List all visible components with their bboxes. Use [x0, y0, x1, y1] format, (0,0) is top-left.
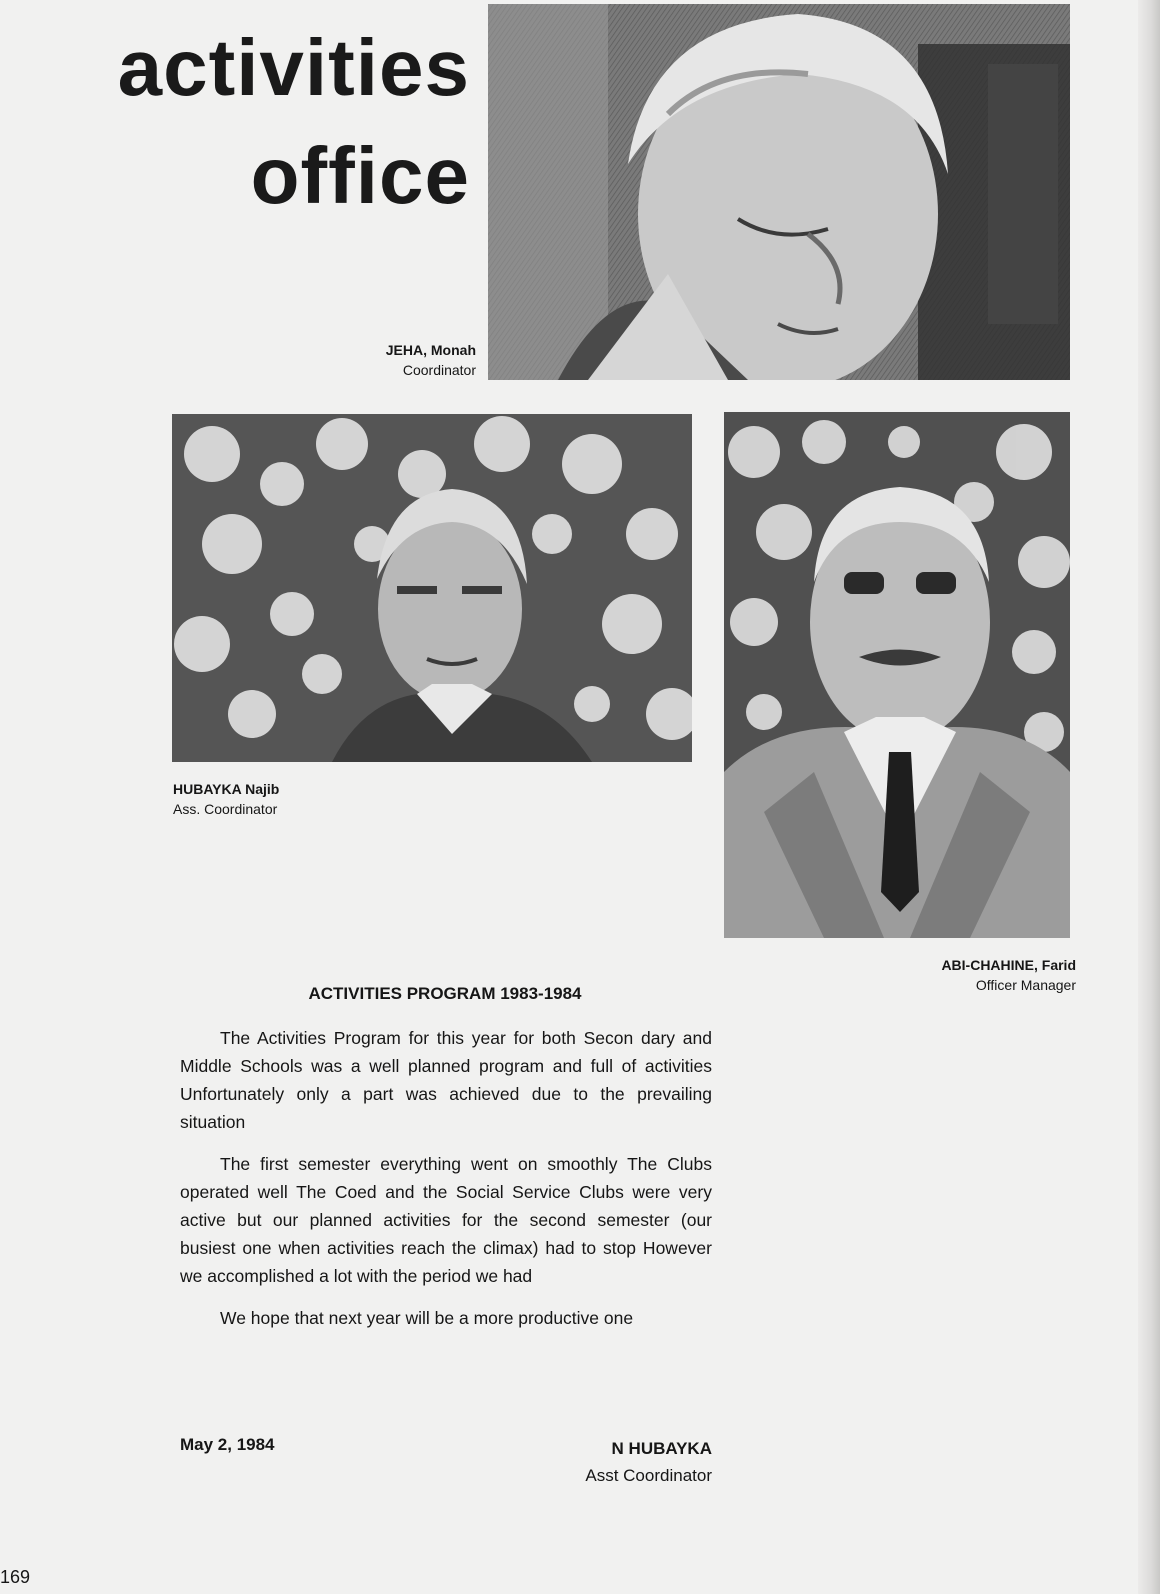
article-paragraph: The Activities Program for this year for both Secon dary and Middle Schools was a well planned program and full of activities Unfortunately only a part was achieved due to the prevailing situation — [180, 1028, 712, 1132]
page-binding-edge — [1138, 0, 1160, 1594]
article-signature — [480, 1435, 712, 1489]
caption-hubayka — [173, 779, 423, 819]
article-date: May 2, 1984 — [180, 1435, 275, 1454]
portrait-abi-chahine-photo — [724, 412, 1070, 938]
title-line-1: activities — [117, 23, 470, 112]
signature-name: N HUBAYKA — [611, 1439, 712, 1458]
caption-abi-chahine — [880, 955, 1076, 995]
staff-role: Coordinator — [402, 362, 476, 378]
page-title — [40, 14, 470, 230]
article-body — [180, 1024, 712, 1346]
article-paragraph: The first semester everything went on smoothly The Clubs operated well The Coed and the Social Service Clubs were very active but our planned activities for the second semester (our busiest one when activities reach the climax) had to stop However we accomplished a lot with the period we had — [180, 1154, 712, 1286]
page-number: 169 — [0, 1567, 31, 1587]
caption-jeha — [300, 340, 476, 380]
portrait-jeha-photo — [488, 4, 1070, 380]
staff-role: Ass. Coordinator — [173, 801, 278, 817]
staff-name: HUBAYKA Najib — [173, 781, 280, 797]
staff-name: JEHA, Monah — [385, 342, 476, 358]
article-paragraph: We hope that next year will be a more productive one — [220, 1308, 634, 1328]
portrait-hubayka-photo — [172, 414, 692, 762]
title-line-2: office — [250, 131, 470, 220]
staff-role: Officer Manager — [975, 977, 1076, 993]
signature-role: Asst Coordinator — [585, 1466, 712, 1485]
staff-name: ABI-CHAHINE, Farid — [941, 957, 1076, 973]
article-heading: ACTIVITIES PROGRAM 1983-1984 — [308, 984, 582, 1003]
